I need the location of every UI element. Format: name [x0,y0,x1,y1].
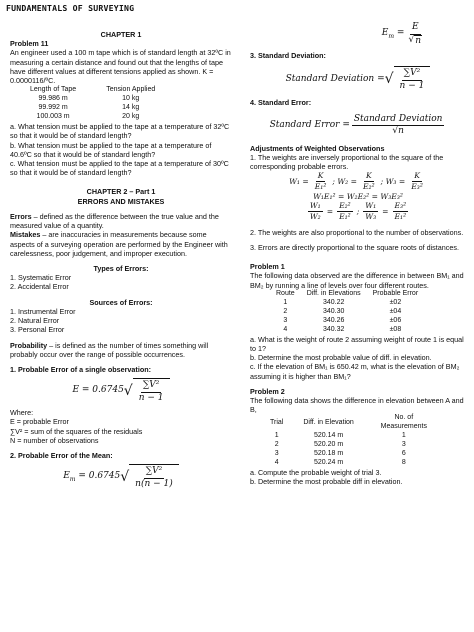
table-row [270,317,424,326]
table-cell: 1 [283,298,288,306]
p1-question-b: b. Determine the most probable value of diff. in elevation. [250,353,432,363]
types-list [10,273,232,291]
table-cell: 99.986 m [38,95,68,103]
table-cell: 2 [274,441,279,449]
table-cell: 99.992 m [38,104,68,112]
problem11-text: An engineer used a 100 m tape which is of standard length at 32ºC in measuring a certain distance and found out that the lengths of tape have different values at different tensions applied as shown. K = 0.0000116/ºC. [10,48,231,86]
problem11-title: Problem 11 [10,39,49,49]
table-row [264,450,440,459]
pe-mean-formula: $E_m = 0.6745$ √ $\frac{\text{∑V²}}{n(n - 1)}$ [10,464,232,490]
table-cell: ±02 [389,298,402,306]
pe-single-formula: E = 0.6745 √ $\frac{\text{∑V²}}{n - 1}$ [10,378,232,404]
where-list [10,417,232,445]
table-row [264,459,440,468]
question-b: b. What tension must be applied to the tape at a temperature of 40.6ºC so that it would be of standard length? [10,140,212,159]
table-cell: 3 [274,450,279,458]
page-header: FUNDAMENTALS OF SURVEYING [6,3,135,13]
list-item: 1. Instrumental Error [10,306,76,316]
mistakes-definition [10,230,232,258]
errors-def: – defined as the difference between the true value and the measured value of a quantity. [10,211,219,231]
sources-of-errors-title: Sources of Errors: [89,297,153,307]
right-column [250,20,466,487]
left-column [10,20,232,494]
tape-table [24,86,161,122]
weighted-title: Adjustments of Weighted Observations [250,143,385,153]
list-item: ∑V² = sum of the squares of the residuals [10,426,143,436]
table-cell: 340.32 [322,325,345,333]
tape-header-length: Length of Tape [30,86,77,94]
table-cell: 10 kg [122,95,140,103]
table-cell: 340.22 [322,298,345,306]
p1-header-error: Probable Error [372,289,419,297]
std-dev-formula: Standard Deviation = √ $\frac{\text{∑V²}}{n - 1}$ [250,66,466,92]
table-row [270,299,424,308]
chapter1-heading: CHAPTER 1 [100,30,142,39]
table-cell: 6 [401,450,406,458]
std-err-title: 4. Standard Error: [250,98,312,108]
table-cell: 520.24 m [313,459,344,467]
p2-question-a: a. Compute the probable weight of trial 3. [250,468,382,478]
table-cell: 520.18 m [313,450,344,458]
errors-term: Errors [10,211,32,221]
table-cell: 3 [283,316,288,324]
list-item: 1. Systematic Error [10,273,72,283]
table-cell: 340.30 [322,307,345,315]
table-cell: ±08 [389,325,402,333]
table-row [270,308,424,317]
weighted-rule-3: 3. Errors are directly proportional to the square roots of distances. [250,243,459,252]
problem1-table [270,290,424,335]
table-cell: 100.003 m [36,113,70,121]
table-cell: 20 kg [122,113,140,121]
problem1-text: The following data observed are the difference in between BM₁ and BM₂ by running a line of levels over four different routes. [250,271,464,290]
where-label: Where: [10,408,34,418]
pe-mean-title: 2. Probable Error of the Mean: [10,451,113,461]
list-item: 2. Natural Error [10,316,60,326]
table-row [270,326,424,335]
table-cell: 14 kg [122,104,140,112]
problem2-text: The following data shows the difference in elevation between A and B, [250,395,464,415]
p1-header-route: Route [276,289,295,297]
problem2-title: Problem 2 [250,386,285,396]
weighted-rule-2: 2. The weights are also proportional to the number of observations. [250,227,464,237]
errors-definition [10,212,232,230]
table-row [24,113,161,122]
table-row [24,104,161,113]
std-dev-title: 3. Standard Deviation: [250,51,326,61]
table-cell: 520.20 m [313,441,344,449]
table-cell: ±06 [389,316,402,324]
pe-single-title: 1. Probable Error of a single observation: [10,364,151,374]
chapter2-part: CHAPTER 2 – Part 1 [86,187,156,197]
table-cell: 1 [401,432,406,440]
problem1-title: Problem 1 [250,262,285,272]
table-cell: ±04 [389,307,402,315]
types-of-errors-title: Types of Errors: [93,263,149,273]
table-cell: 2 [283,307,288,315]
table-row [264,432,440,441]
mistakes-def: – are inaccuracies in measurements because some aspects of a surveying operation are performed by the Engineer with carelessness, poor judgement, and improper execution. [10,230,228,258]
table-cell: 4 [274,459,279,467]
table-cell: 520.14 m [313,432,344,440]
tape-header-tension: Tension Applied [106,86,156,94]
table-cell: 1 [274,432,279,440]
p2-header-diff: Diff. in Elevation [303,418,354,426]
table-cell: 8 [401,459,406,467]
p1-question-c: c. If the elevation of BM₁ is 650.42 m, what is the elevation of BM₂ assuming it is higher than BM₁? [250,362,460,381]
p2-header-trial: Trial [270,418,284,426]
p2-question-b: b. Determine the most probable diff in elevation. [250,477,403,487]
list-item: E = probable Error [10,417,69,427]
p2-header-measurements: No. of Measurements [380,414,427,431]
p1-question-a: a. What is the weight of route 2 assuming weight of route 1 is equal to 1? [250,334,464,353]
sources-list [10,307,232,335]
std-err-formula: Standard Error = $\frac{\text{Standard Deviation}}{√n}$ [269,113,443,137]
list-item: N = number of observations [10,435,99,445]
probability-def: – is defined as the number of times something will probably occur over the range of possible occurrences. [10,340,209,359]
table-cell: 4 [283,325,288,333]
problem2-table [264,414,440,468]
weights-formula: W₁ = $\frac{K}{\text{E₁²}}$ ; W₂ = $\frac{K}{\text{E₂²}}$ ; W₃ = $\frac{K}{\text{E₃²}}$ W₁E₁² = W₂E₂² = W₃E₃² $\frac{\text{W₁}}{\text{W₂}}$ = $\frac{\text{E₂²}}{\text{E₁²}}$ ; $\frac{\text{W₁}}{\text{W₃}}$ = $\frac{\text{E₃²}}{\text{E₁²}}$ [289,171,423,222]
list-item: 2. Accidental Error [10,282,69,292]
question-c: c. What tension must be applied to the tape at a temperature of 30ºC so that it would be of standard length? [10,159,229,178]
probability-definition [10,341,232,359]
p1-header-diff: Diff. in Elevations [306,289,361,297]
table-row [264,441,440,450]
table-row [24,95,161,104]
chapter2-title: ERRORS AND MISTAKES [77,196,165,206]
question-a: a. What tension must be applied to the tape at a temperature of 32ºC so that it would be of standard length? [10,122,230,141]
mistakes-term: Mistakes [10,230,41,240]
weighted-rule-1: 1. The weights are inversely proportional to the square of the corresponding probable errors. [250,152,444,171]
list-item: 3. Personal Error [10,325,65,335]
em-formula: $E_m$ = E √ n [381,22,421,46]
table-cell: 340.26 [322,316,345,324]
table-cell: 3 [401,441,406,449]
probability-term: Probability [10,340,48,350]
